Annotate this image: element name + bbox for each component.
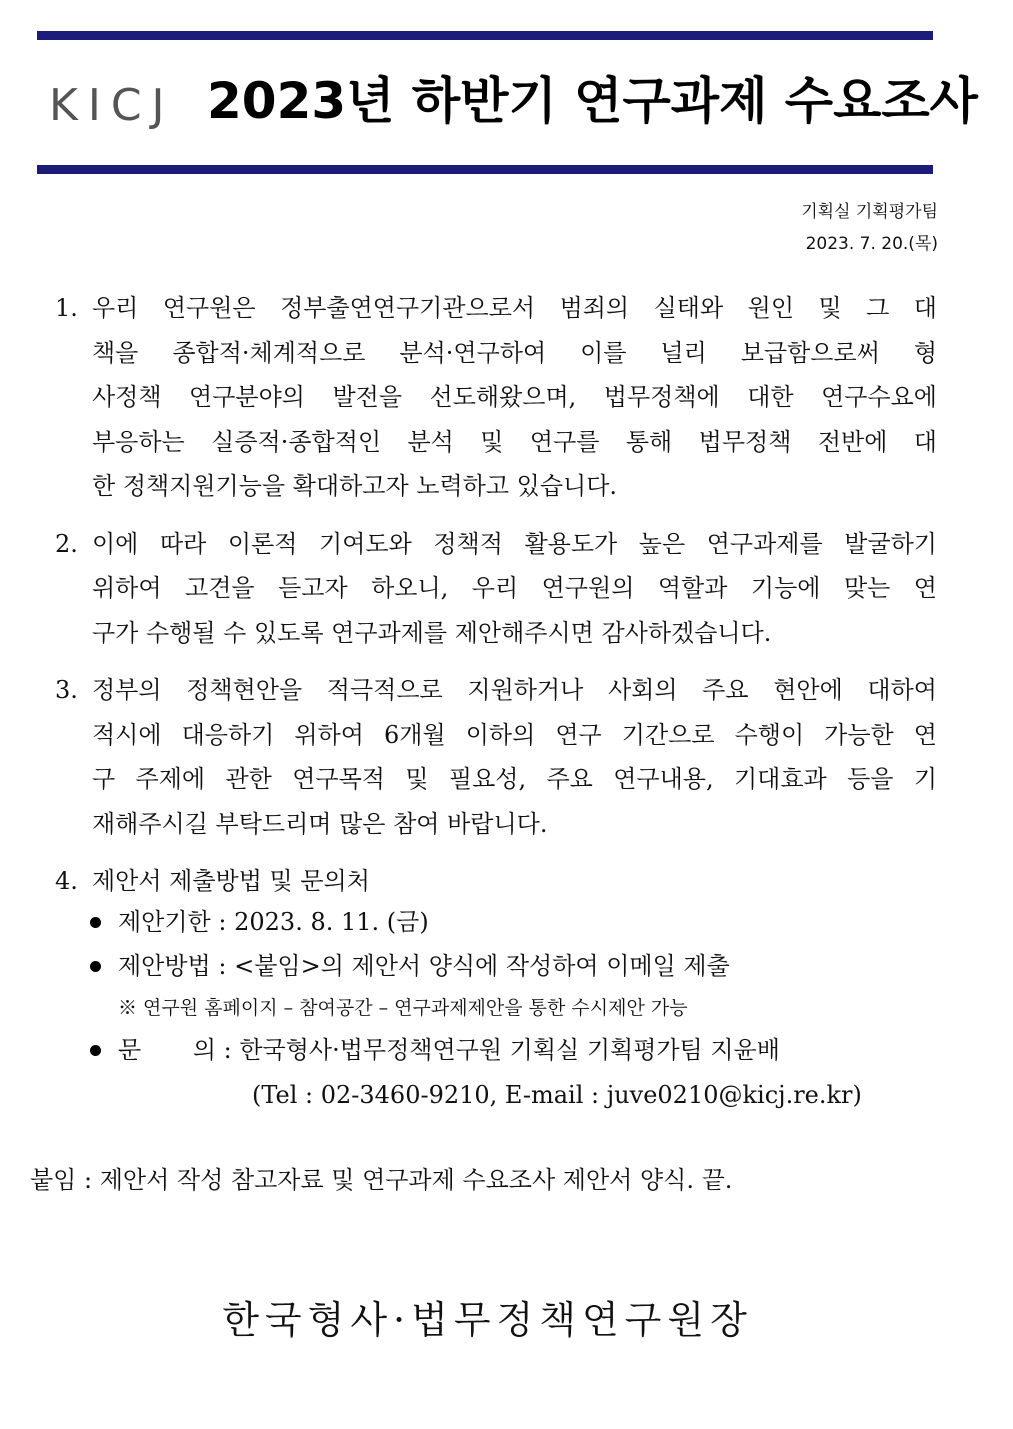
deadline-label: 제안기한: [118, 908, 211, 936]
item-line: 구 주제에 관한 연구목적 및 필요성, 주요 연구내용, 기대효과 등을 기: [92, 765, 937, 793]
item-3: [55, 668, 937, 846]
issue-date: 2023. 7. 20.(목): [805, 234, 938, 254]
bullet-dot-icon: [90, 961, 101, 972]
contact-detail: (Tel : 02-3460-9210, E-mail : juve0210@kicj.re.kr): [252, 1081, 862, 1109]
item-line: 적시에 대응하기 위하여 6개월 이하의 연구 기간으로 수행이 가능한 연: [92, 720, 937, 749]
item-line: 위하여 고견을 듣고자 하오니, 우리 연구원의 역할과 기능에 맞는 연: [92, 574, 937, 602]
item-line: 우리 연구원은 정부출연연구기관으로서 범죄의 실태와 원인 및 그 대: [92, 294, 937, 322]
item-line: 재해주시길 부탁드리며 많은 참여 바랍니다.: [92, 809, 548, 838]
contact-label: 문 의: [118, 1036, 216, 1064]
item-line: 한 정책지원기능을 확대하고자 노력하고 있습니다.: [92, 472, 618, 500]
deadline-row: 제안기한 : 2023. 8. 11. (금): [90, 900, 910, 944]
method-note: ※ 연구원 홈페이지 – 참여공간 – 연구과제제안을 통한 수시제안 가능: [118, 997, 688, 1019]
item-line: 사정책 연구분야의 발전을 선도해왔으며, 법무정책에 대한 연구수요에: [92, 383, 937, 411]
issuer-signature: 한국형사·법무정책연구원장: [222, 1298, 753, 1342]
bullet-dot-icon: [90, 1045, 101, 1056]
item-number: 2.: [55, 529, 78, 558]
item-line: 제안서 제출방법 및 문의처: [92, 867, 370, 895]
item-1: [55, 286, 937, 509]
item-line: 책을 종합적·체계적으로 분석·연구하여 이를 널리 보급함으로써 형: [92, 338, 937, 367]
department: 기획실 기획평가팀: [801, 202, 938, 222]
item-2: [55, 522, 937, 656]
item-number: 4.: [55, 867, 78, 895]
deadline-value: 2023. 8. 11. (금): [234, 908, 429, 936]
item-line: 구가 수행될 수 있도록 연구과제를 제안해주시면 감사하겠습니다.: [92, 618, 772, 647]
item-line: 이에 따라 이론적 기여도와 정책적 활용도가 높은 연구과제를 발굴하기: [92, 529, 937, 558]
bottom-rule: [37, 165, 933, 174]
item-line: 정부의 정책현안을 적극적으로 지원하거나 사회의 주요 현안에 대하여: [92, 676, 937, 704]
attachment-note: 붙임 : 제안서 작성 참고자료 및 연구과제 수요조사 제안서 양식. 끝.: [30, 1166, 733, 1194]
contact-row: 문 의 : 한국형사·법무정책연구원 기획실 기획평가팀 지윤배: [90, 1028, 910, 1072]
numbered-items: [55, 286, 937, 917]
item-line: 부응하는 실증적·종합적인 분석 및 연구를 통해 법무정책 전반에 대: [92, 427, 937, 456]
document-meta: [801, 196, 938, 260]
item-number: 3.: [55, 676, 78, 704]
document-title: 2023년 하반기 연구과제 수요조사: [207, 72, 978, 130]
item-number: 1.: [55, 294, 78, 322]
method-label: 제안방법: [118, 952, 211, 980]
document-header: [37, 62, 978, 154]
method-value: <붙임>의 제안서 양식에 작성하여 이메일 제출: [234, 952, 730, 980]
kicj-logo: KICJ: [49, 80, 175, 131]
submission-details: [90, 900, 910, 1118]
contact-value: 한국형사·법무정책연구원 기획실 기획평가팀 지윤배: [239, 1036, 780, 1064]
bullet-dot-icon: [90, 917, 101, 928]
top-rule: [37, 31, 933, 40]
item-4: [55, 859, 937, 904]
method-row: 제안방법 : <붙임>의 제안서 양식에 작성하여 이메일 제출: [90, 944, 910, 988]
